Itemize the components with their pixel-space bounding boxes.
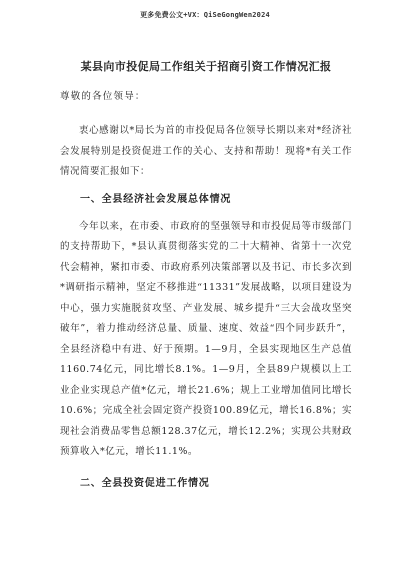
section-heading-2: 二、全县投资促进工作情况 <box>80 477 210 489</box>
document-page <box>60 60 352 501</box>
document-title: 某县向市投促局工作组关于招商引资工作情况汇报 <box>80 60 332 73</box>
header-promo-note: 更多免费公文+VX：QiSeGongWen2024 <box>140 11 270 19</box>
section-heading-1: 一、全县经济社会发展总体情况 <box>80 193 232 205</box>
intro-paragraph: 衷心感谢以*局长为首的市投促局各位领导长期以来对*经济社会发展特别是投资促进工作的关心、支持和帮助！现将*有关工作情况简要汇报如下： <box>60 125 352 177</box>
salutation: 尊敬的各位领导： <box>60 91 146 102</box>
section-1-paragraph: 今年以来，在市委、市政府的坚强领导和市投促局等市级部门的支持帮助下，*县认真贯彻落实党的二十大精神、省第十一次党代会精神，紧扣市委、市政府系列决策部署以及书记、市长多次到*调研指示精神，坚定不移推进“11331”发展战略，以项目建设为中心，强力实施脱贫攻坚、产业发展、城乡提升“三大会战攻坚突破年”，着力推动经济总量、质量、速度、效益“四个同步跃升”，全县经济稳中有进、好于预期。1—9月，全县实现地区生产总值1160.74亿元，同比增长8.1%。1—9月，全县89户规模以上工业企业实现总产值*亿元，增长21.6%；规上工业增加值同比增长10.6%；完成全社会固定资产投资100.89亿元，增长16.8%；实现社会消费品零售总额128.37亿元，增长12.2%；实现公共财政预算收入*亿元，增长11.1%。 <box>60 220 352 457</box>
